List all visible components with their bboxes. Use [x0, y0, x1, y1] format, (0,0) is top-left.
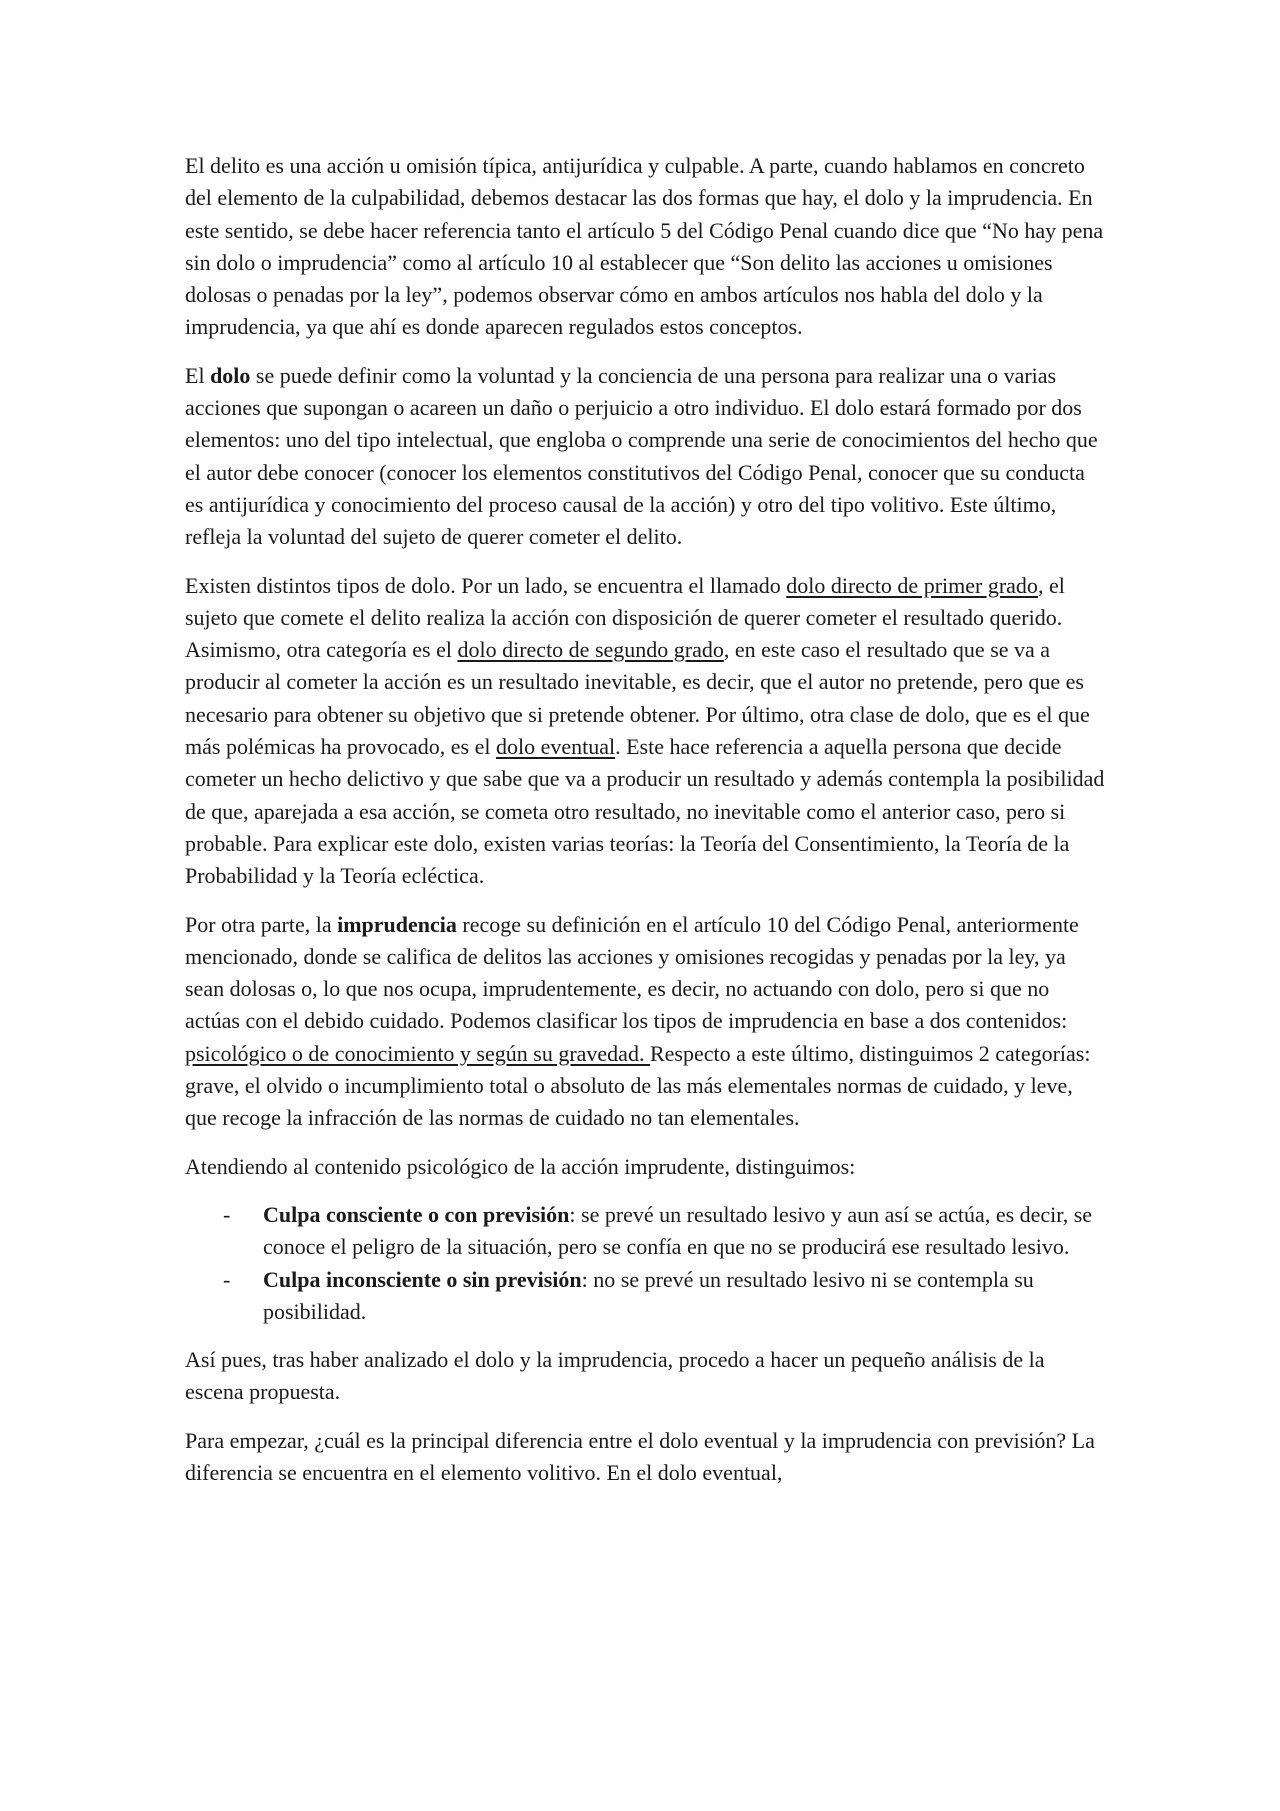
bold-term-culpa-consciente: Culpa consciente o con previsión: [263, 1201, 570, 1227]
underlined-term-dolo-eventual: dolo eventual: [495, 734, 616, 760]
text-segment: . Este hace referencia a aquella persona que decide cometer un hecho delictivo y que sabe que va a producir un resultado y además contempla la posibilidad de que, aparejada a esa acción, se cometa otro resultado, no inevitable como el anterior caso, pero si probable. Para explicar este dolo, existen varias teorías: la Teoría del Consentimiento, la Teoría de la Probabilidad y la Teoría ecléctica.: [185, 734, 1105, 889]
list-dash: -: [223, 1266, 231, 1292]
text-segment: recoge su definición en el artículo 10 del Código Penal, anteriormente mencionado, donde se califica de delitos las acciones y omisiones recogidas y penadas por la ley, ya sean dolosas o, lo que nos ocupa, imprudentemente, es decir, no actuando con dolo, pero si que no actúas con el debido cuidado. Podemos clasificar los tipos de imprudencia en base a dos contenidos:: [185, 911, 1079, 1034]
paragraph-difference-question: Para empezar, ¿cuál es la principal diferencia entre el dolo eventual y la imprudencia con previsión? La diferencia se encuentra en el elemento volitivo. En el dolo eventual,: [185, 1427, 1095, 1485]
bold-term-culpa-inconsciente: Culpa inconsciente o sin previsión: [263, 1266, 582, 1292]
text-segment: El: [185, 362, 211, 388]
culpa-types-list: [185, 1199, 1105, 1328]
bold-term-dolo: dolo: [210, 362, 251, 388]
paragraph-dolo-types: [185, 570, 1105, 893]
paragraph-imprudencia-definition: [185, 909, 1105, 1135]
text-segment: Respecto a este último, distinguimos 2 categorías: grave, el olvido o incumplimiento total o absoluto de las más elementales normas de cuidado, y leve, que recoge la infracción de las normas de cuidado no tan elementales.: [185, 1040, 1091, 1131]
text-segment: se puede definir como la voluntad y la conciencia de una persona para realizar una o varias acciones que supongan o acareen un daño o perjuicio a otro individuo. El dolo estará formado por dos elementos: uno del tipo intelectual, que engloba o comprende una serie de conocimientos del hecho que el autor debe conocer (conocer los elementos constitutivos del Código Penal, conocer que su conducta es antijurídica y conocimiento del proceso causal de la acción) y otro del tipo volitivo. Este último, refleja la voluntad del sujeto de querer cometer el delito.: [185, 362, 1098, 550]
paragraph-list-intro: Atendiendo al contenido psicológico de la acción imprudente, distinguimos:: [185, 1153, 856, 1179]
list-item-culpa-consciente: [185, 1199, 1105, 1264]
text-segment: , en este caso el resultado que se va a producir al cometer la acción es un resultado inevitable, es decir, que el autor no pretende, pero que es necesario para obtener su objetivo que si pretende obtener. Por último, otra clase de dolo, que es el que más polémicas ha provocado, es el: [185, 637, 1090, 760]
text-segment: Existen distintos tipos de dolo. Por un lado, se encuentra el llamado: [185, 572, 787, 598]
text-segment: : se prevé un resultado lesivo y aun así se actúa, es decir, se conoce el peligro de la situación, pero se confía en que no se producirá ese resultado lesivo.: [263, 1201, 1093, 1260]
paragraph-delito-definition: El delito es una acción u omisión típica, antijurídica y culpable. A parte, cuando hablamos en concreto del elemento de la culpabilidad, debemos destacar las dos formas que hay, el dolo y la imprudencia. En este sentido, se debe hacer referencia tanto el artículo 5 del Código Penal cuando dice que “No hay pena sin dolo o imprudencia” como al artículo 10 al establecer que “Son delito las acciones u omisiones dolosas o penadas por la ley”, podemos observar cómo en ambos artículos nos habla del dolo y la imprudencia, ya que ahí es donde aparecen regulados estos conceptos.: [185, 153, 1104, 340]
list-item-culpa-inconsciente: [185, 1264, 1105, 1329]
paragraph-analysis-intro: Así pues, tras haber analizado el dolo y la imprudencia, procedo a hacer un pequeño análisis de la escena propuesta.: [185, 1347, 1045, 1405]
text-segment: : no se prevé un resultado lesivo ni se contempla su posibilidad.: [263, 1266, 1034, 1324]
underlined-term-contenidos: psicológico o de conocimiento y según su gravedad.: [185, 1040, 650, 1066]
document-page: [185, 150, 1105, 1505]
list-dash: -: [223, 1201, 231, 1227]
text-segment: , el sujeto que comete el delito realiza la acción con disposición de querer cometer el resultado querido. Asimismo, otra categoría es el: [185, 572, 1065, 663]
underlined-term-primer-grado: dolo directo de primer grado: [786, 572, 1038, 598]
text-segment: Por otra parte, la: [185, 911, 338, 937]
bold-term-imprudencia: imprudencia: [337, 911, 457, 937]
underlined-term-segundo-grado: dolo directo de segundo grado: [457, 637, 724, 663]
paragraph-dolo-definition: [185, 360, 1105, 554]
